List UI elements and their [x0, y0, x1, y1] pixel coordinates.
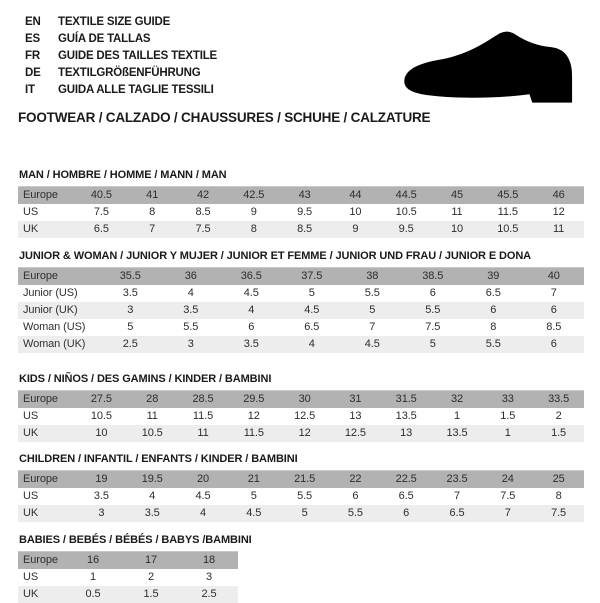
size-table: [18, 186, 584, 238]
size-value-cell: 17: [122, 552, 180, 570]
size-value-cell: 45.5: [482, 187, 533, 205]
size-value-cell: 7: [482, 505, 533, 522]
size-value-cell: 36.5: [221, 268, 282, 286]
size-value-cell: 4.5: [243, 287, 259, 299]
size-value-cell: 2.5: [100, 336, 161, 353]
size-value-cell: 5: [279, 505, 330, 522]
language-label: TEXTILGRÖßENFÜHRUNG: [58, 66, 201, 79]
size-value-cell: 31: [330, 391, 381, 409]
size-value-cell: 21.5: [279, 471, 330, 489]
size-value-cell: 31.5: [381, 391, 432, 409]
size-value-cell: 7: [127, 221, 178, 238]
size-value-cell: 8: [228, 221, 279, 238]
size-table: [18, 551, 238, 603]
size-value-cell: 5.5: [403, 302, 464, 319]
shoe-icon: [393, 22, 577, 110]
size-value-cell: 6: [463, 302, 524, 319]
size-value-cell: 40.5: [76, 187, 127, 205]
size-value-cell: 4.5: [228, 505, 279, 522]
size-value-cell: 36: [161, 268, 222, 286]
size-value-cell: 9.5: [381, 221, 432, 238]
row-label-cell: UK: [18, 425, 76, 442]
size-value-cell: 44.5: [381, 187, 432, 205]
table-row: [18, 569, 238, 586]
row-label-cell: Woman (UK): [18, 336, 100, 353]
size-value-cell: 5: [250, 490, 257, 502]
row-label-cell: UK: [18, 221, 76, 238]
table-row: [18, 586, 238, 603]
size-table-section: [18, 250, 584, 353]
size-value-cell: 27.5: [76, 391, 127, 409]
section-title: JUNIOR & WOMAN / JUNIOR Y MUJER / JUNIOR ET FEMME / JUNIOR UND FRAU / JUNIOR E DONA: [19, 250, 532, 262]
table-row: [18, 552, 238, 570]
table-row: [18, 408, 584, 425]
language-label: GUIDE DES TAILLES TEXTILE: [58, 49, 217, 62]
size-value-cell: 5: [308, 287, 315, 299]
table-row: [18, 336, 584, 353]
size-value-cell: 3.5: [93, 490, 109, 502]
size-value-cell: 10.5: [90, 410, 112, 422]
row-label-cell: UK: [18, 586, 64, 603]
size-value-cell: 1: [482, 425, 533, 442]
size-value-cell: 41: [127, 187, 178, 205]
size-value-cell: 16: [64, 552, 122, 570]
size-value-cell: 7.5: [533, 505, 584, 522]
size-value-cell: 42: [178, 187, 229, 205]
row-label-cell: US: [23, 571, 39, 583]
size-value-cell: 12.5: [294, 410, 316, 422]
size-value-cell: 11.5: [497, 206, 518, 218]
size-value-cell: 6: [524, 302, 585, 319]
size-value-cell: 5.5: [297, 490, 313, 502]
size-value-cell: 6.5: [432, 505, 483, 522]
size-value-cell: 6.5: [485, 287, 501, 299]
language-row: [25, 13, 217, 30]
size-value-cell: 45: [432, 187, 483, 205]
size-value-cell: 13.5: [432, 425, 483, 442]
language-label: GUIDA ALLE TAGLIE TESSILI: [58, 83, 214, 96]
size-table-section: [18, 453, 584, 522]
size-value-cell: 11.5: [228, 425, 279, 442]
size-value-cell: 4: [187, 287, 194, 299]
size-table-section: [18, 169, 584, 238]
size-value-cell: 7.5: [178, 221, 229, 238]
size-value-cell: 7.5: [425, 321, 441, 333]
size-value-cell: 4.5: [342, 336, 403, 353]
language-code: ES: [25, 32, 40, 45]
size-value-cell: 3.5: [127, 505, 178, 522]
size-table: [18, 390, 584, 442]
size-value-cell: 3: [205, 571, 213, 583]
section-title: CHILDREN / INFANTIL / ENFANTS / KINDER / BAMBINI: [19, 453, 298, 465]
size-value-cell: 42.5: [228, 187, 279, 205]
size-value-cell: 3.5: [161, 302, 222, 319]
size-value-cell: 2: [147, 571, 155, 583]
row-label-cell: Junior (US): [23, 287, 78, 299]
size-value-cell: 23.5: [432, 471, 483, 489]
size-value-cell: 12: [552, 206, 565, 218]
size-table-section: [18, 534, 584, 603]
size-value-cell: 8: [555, 490, 562, 502]
size-value-cell: 30: [279, 391, 330, 409]
size-value-cell: 37.5: [282, 268, 343, 286]
table-row: [18, 268, 584, 286]
size-value-cell: 12.5: [330, 425, 381, 442]
size-value-cell: 33: [482, 391, 533, 409]
section-title: KIDS / NIÑOS / DES GAMINS / KINDER / BAMBINI: [19, 373, 272, 385]
size-value-cell: 2.5: [180, 586, 238, 603]
size-value-cell: 6.5: [304, 321, 320, 333]
row-label-cell: US: [23, 410, 39, 422]
size-value-cell: 8.5: [279, 221, 330, 238]
language-code: DE: [25, 66, 41, 79]
size-value-cell: 22.5: [381, 471, 432, 489]
size-value-cell: 20: [178, 471, 229, 489]
size-value-cell: 3: [100, 302, 161, 319]
size-value-cell: 19.5: [127, 471, 178, 489]
size-value-cell: 10: [349, 206, 362, 218]
size-value-cell: 10: [76, 425, 127, 442]
size-value-cell: 6: [352, 490, 359, 502]
size-value-cell: 1: [453, 410, 460, 422]
size-value-cell: 13: [381, 425, 432, 442]
size-value-cell: 24: [482, 471, 533, 489]
size-value-cell: 3: [76, 505, 127, 522]
table-row: [18, 204, 584, 221]
section-title: MAN / HOMBRE / HOMME / MANN / MAN: [19, 169, 227, 181]
size-value-cell: 25: [533, 471, 584, 489]
row-label-cell: Junior (UK): [18, 302, 100, 319]
size-value-cell: 0.5: [64, 586, 122, 603]
size-value-cell: 6: [524, 336, 585, 353]
size-value-cell: 1.5: [533, 425, 584, 442]
size-value-cell: 6: [429, 287, 436, 299]
size-value-cell: 46: [533, 187, 584, 205]
size-value-cell: 43: [279, 187, 330, 205]
table-row: [18, 391, 584, 409]
size-value-cell: 22: [330, 471, 381, 489]
language-code: FR: [25, 49, 40, 62]
language-label: TEXTILE SIZE GUIDE: [58, 15, 171, 28]
size-value-cell: 33.5: [533, 391, 584, 409]
table-row: [18, 425, 584, 442]
table-row: [18, 488, 584, 505]
language-code: EN: [25, 15, 41, 28]
table-row: [18, 285, 584, 302]
size-value-cell: 9: [250, 206, 257, 218]
size-value-cell: 11: [533, 221, 584, 238]
table-row: [18, 471, 584, 489]
row-label-cell: US: [23, 206, 39, 218]
size-value-cell: 4: [282, 336, 343, 353]
size-value-cell: 28.5: [178, 391, 229, 409]
size-value-cell: 8: [149, 206, 156, 218]
row-label-cell: US: [23, 490, 39, 502]
table-row: [18, 505, 584, 522]
size-value-cell: 9.5: [297, 206, 313, 218]
size-value-cell: 38.5: [403, 268, 464, 286]
row-label-cell: UK: [18, 505, 76, 522]
size-value-cell: 6.5: [398, 490, 414, 502]
size-value-cell: 3.5: [122, 287, 138, 299]
size-value-cell: 9: [330, 221, 381, 238]
size-value-cell: 13: [349, 410, 362, 422]
size-value-cell: 10: [432, 221, 483, 238]
size-value-cell: 8.5: [546, 321, 562, 333]
size-value-cell: 38: [342, 268, 403, 286]
size-value-cell: 5: [403, 336, 464, 353]
size-value-cell: 5.5: [330, 505, 381, 522]
size-value-cell: 6: [248, 321, 255, 333]
language-row: [25, 81, 217, 98]
size-value-cell: 29.5: [228, 391, 279, 409]
table-row: [18, 221, 584, 238]
size-value-cell: 11.5: [192, 410, 214, 422]
size-value-cell: 11: [146, 410, 158, 422]
size-value-cell: 4: [149, 490, 156, 502]
size-value-cell: 1.5: [122, 586, 180, 603]
table-row: [18, 302, 584, 319]
row-label-cell: Europe: [18, 268, 100, 286]
size-value-cell: 40: [524, 268, 585, 286]
size-tables: [18, 169, 584, 603]
size-value-cell: 3: [161, 336, 222, 353]
size-value-cell: 10.5: [482, 221, 533, 238]
section-title: BABIES / BEBÉS / BÉBÉS / BABYS /BAMBINI: [19, 534, 252, 546]
row-label-cell: Woman (US): [23, 321, 86, 333]
language-label: GUÍA DE TALLAS: [58, 32, 151, 45]
size-value-cell: 19: [76, 471, 127, 489]
language-row: [25, 30, 217, 47]
size-value-cell: 5.5: [364, 287, 380, 299]
table-row: [18, 187, 584, 205]
size-value-cell: 13.5: [395, 410, 417, 422]
language-row: [25, 47, 217, 64]
size-value-cell: 7.5: [93, 206, 109, 218]
size-value-cell: 8: [490, 321, 497, 333]
table-row: [18, 319, 584, 336]
size-value-cell: 7: [369, 321, 376, 333]
size-table: [18, 267, 584, 353]
size-value-cell: 3.5: [221, 336, 282, 353]
row-label-cell: Europe: [18, 552, 64, 570]
size-value-cell: 35.5: [100, 268, 161, 286]
size-value-cell: 7: [550, 287, 557, 299]
size-value-cell: 12: [247, 410, 260, 422]
language-code: IT: [25, 83, 35, 96]
size-value-cell: 6.5: [76, 221, 127, 238]
size-value-cell: 11: [451, 206, 463, 218]
size-value-cell: 4: [178, 505, 229, 522]
size-value-cell: 1.5: [500, 410, 516, 422]
size-value-cell: 5: [127, 321, 134, 333]
size-value-cell: 1: [89, 571, 97, 583]
size-value-cell: 11: [178, 425, 229, 442]
size-value-cell: 39: [463, 268, 524, 286]
category-title: FOOTWEAR / CALZADO / CHAUSSURES / SCHUHE / CALZATURE: [18, 110, 431, 125]
size-value-cell: 4.5: [195, 490, 211, 502]
size-value-cell: 5: [342, 302, 403, 319]
size-value-cell: 5.5: [183, 321, 199, 333]
size-value-cell: 8.5: [195, 206, 211, 218]
size-value-cell: 7: [453, 490, 460, 502]
size-table-section: [18, 373, 584, 442]
size-value-cell: 12: [279, 425, 330, 442]
size-value-cell: 4: [221, 302, 282, 319]
row-label-cell: Europe: [18, 187, 76, 205]
size-value-cell: 21: [228, 471, 279, 489]
language-row: [25, 64, 217, 81]
size-value-cell: 18: [180, 552, 238, 570]
size-value-cell: 5.5: [463, 336, 524, 353]
row-label-cell: Europe: [18, 471, 76, 489]
size-value-cell: 7.5: [500, 490, 516, 502]
size-value-cell: 32: [432, 391, 483, 409]
size-value-cell: 6: [381, 505, 432, 522]
size-value-cell: 4.5: [282, 302, 343, 319]
size-value-cell: 44: [330, 187, 381, 205]
row-label-cell: Europe: [18, 391, 76, 409]
size-value-cell: 10.5: [395, 206, 417, 218]
size-value-cell: 28: [127, 391, 178, 409]
size-value-cell: 10.5: [127, 425, 178, 442]
size-value-cell: 2: [555, 410, 562, 422]
language-legend: [25, 13, 217, 98]
size-table: [18, 470, 584, 522]
